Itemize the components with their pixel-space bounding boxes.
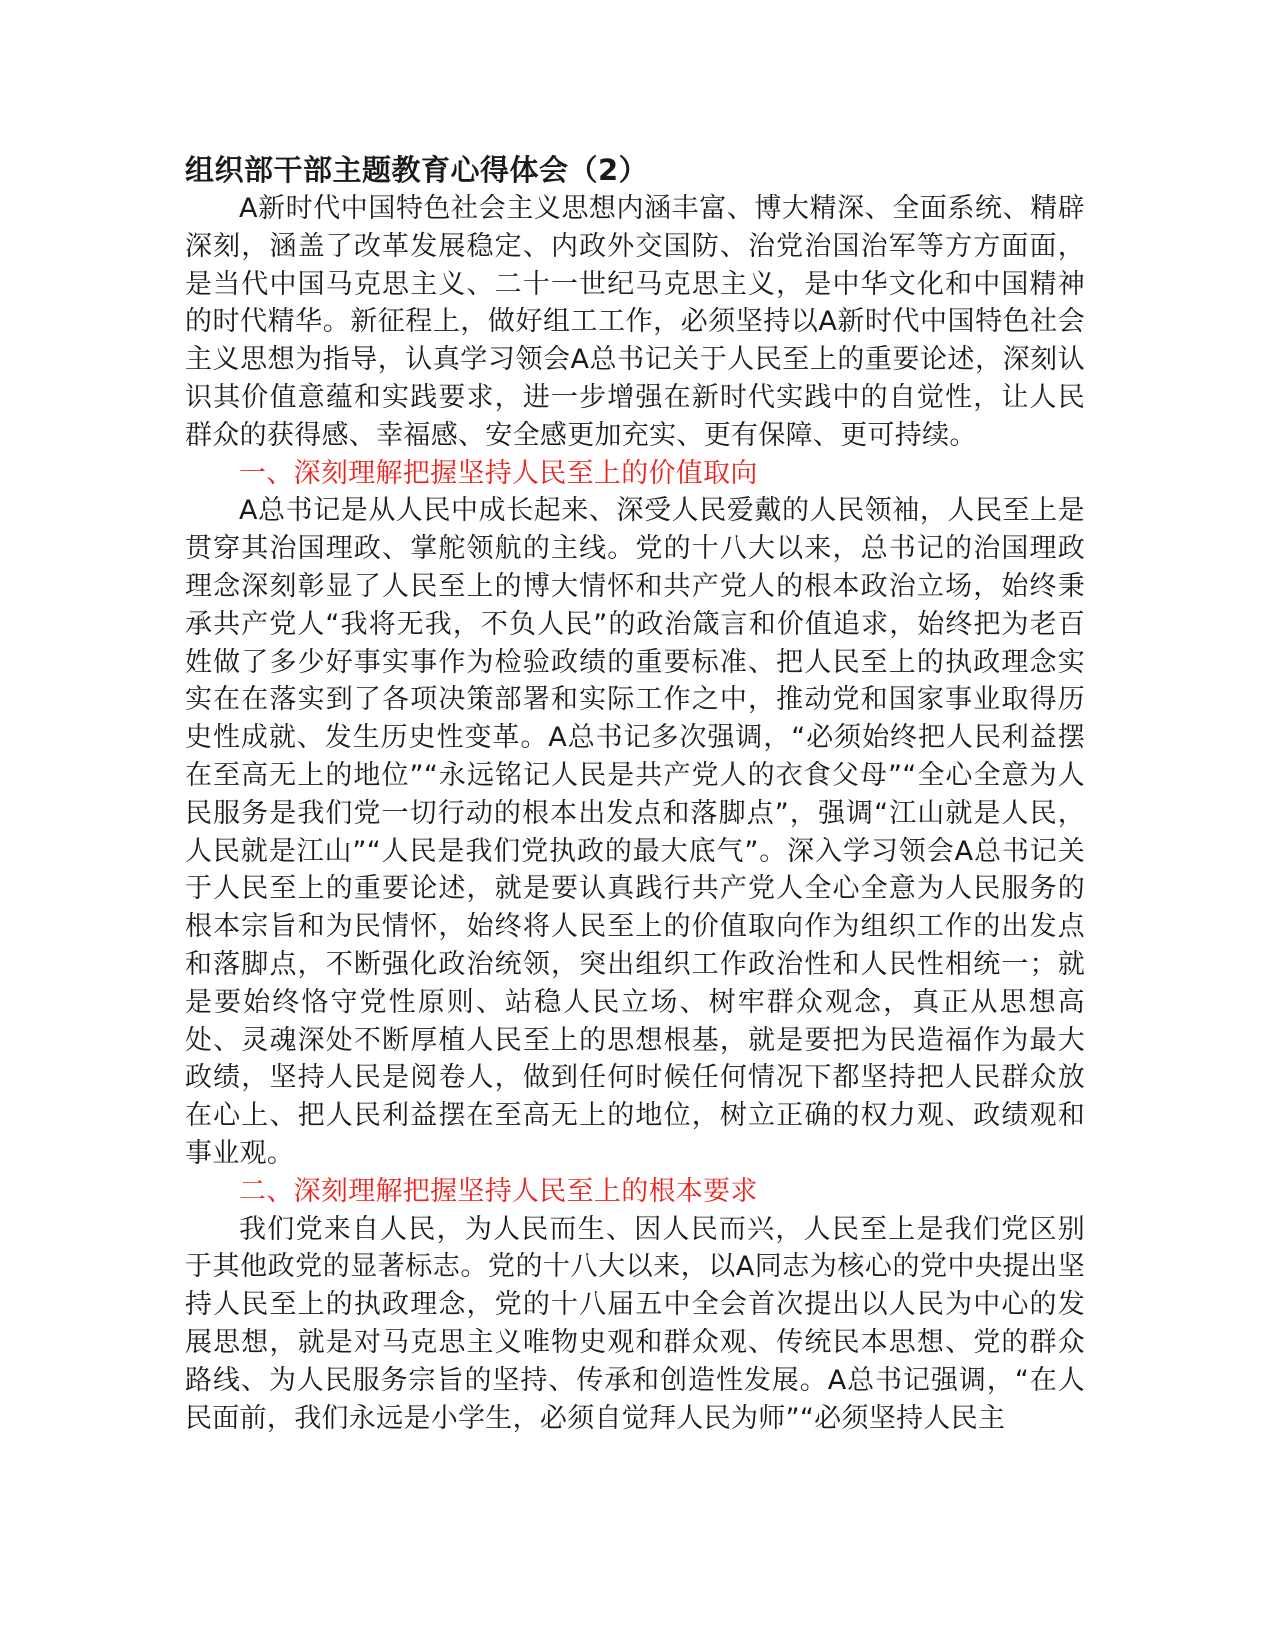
document-page: [185, 150, 1085, 1437]
section-2-heading: 二、深刻理解把握坚持人民至上的根本要求: [239, 1175, 758, 1207]
section-1-paragraph: A总书记是从人民中成长起来、深受人民爱戴的人民领袖，人民至上是贯穿其治国理政、掌舵领航的主线。党的十八大以来，总书记的治国理政理念深刻彰显了人民至上的博大情怀和共产党人的根本政治立场，始终秉承共产党人“我将无我，不负人民”的政治箴言和价值追求，始终把为老百姓做了多少好事实事作为检验政绩的重要标准、把人民至上的执政理念实实在在落实到了各项决策部署和实际工作之中，推动党和国家事业取得历史性成就、发生历史性变革。A总书记多次强调，“必须始终把人民利益摆在至高无上的地位”“永远铭记人民是共产党人的衣食父母”“全心全意为人民服务是我们党一切行动的根本出发点和落脚点”，强调“江山就是人民，人民就是江山”“人民是我们党执政的最大底气”。深入学习领会A总书记关于人民至上的重要论述，就是要认真践行共产党人全心全意为人民服务的根本宗旨和为民情怀，始终将人民至上的价值取向作为组织工作的出发点和落脚点，不断强化政治统领，突出组织工作政治性和人民性相统一；就是要始终恪守党性原则、站稳人民立场、树牢群众观念，真正从思想高处、灵魂深处不断厚植人民至上的思想根基，就是要把为民造福作为最大政绩，坚持人民是阅卷人，做到任何时候任何情况下都坚持把人民群众放在心上、把人民利益摆在至高无上的地位，树立正确的权力观、政绩观和事业观。: [185, 495, 1085, 1169]
document-title: 组织部干部主题教育心得体会（2）: [185, 153, 649, 187]
intro-paragraph: A新时代中国特色社会主义思想内涵丰富、博大精深、全面系统、精辟深刻，涵盖了改革发展稳定、内政外交国防、治党治国治军等方方面面，是当代中国马克思主义、二十一世纪马克思主义，是中华文化和中国精神的时代精华。新征程上，做好组工工作，必须坚持以A新时代中国特色社会主义思想为指导，认真学习领会A总书记关于人民至上的重要论述，深刻认识其价值意蕴和实践要求，进一步增强在新时代实践中的自觉性，让人民群众的获得感、幸福感、安全感更加充实、更有保障、更可持续。: [185, 193, 1085, 451]
section-2-paragraph: 我们党来自人民，为人民而生、因人民而兴，人民至上是我们党区别于其他政党的显著标志。党的十八大以来，以A同志为核心的党中央提出坚持人民至上的执政理念，党的十八届五中全会首次提出以人民为中心的发展思想，就是对马克思主义唯物史观和群众观、传统民本思想、党的群众路线、为人民服务宗旨的坚持、传承和创造性发展。A总书记强调，“在人民面前，我们永远是小学生，必须自觉拜人民为师”“必须坚持人民主: [185, 1213, 1085, 1434]
section-1-heading: 一、深刻理解把握坚持人民至上的价值取向: [239, 457, 758, 489]
